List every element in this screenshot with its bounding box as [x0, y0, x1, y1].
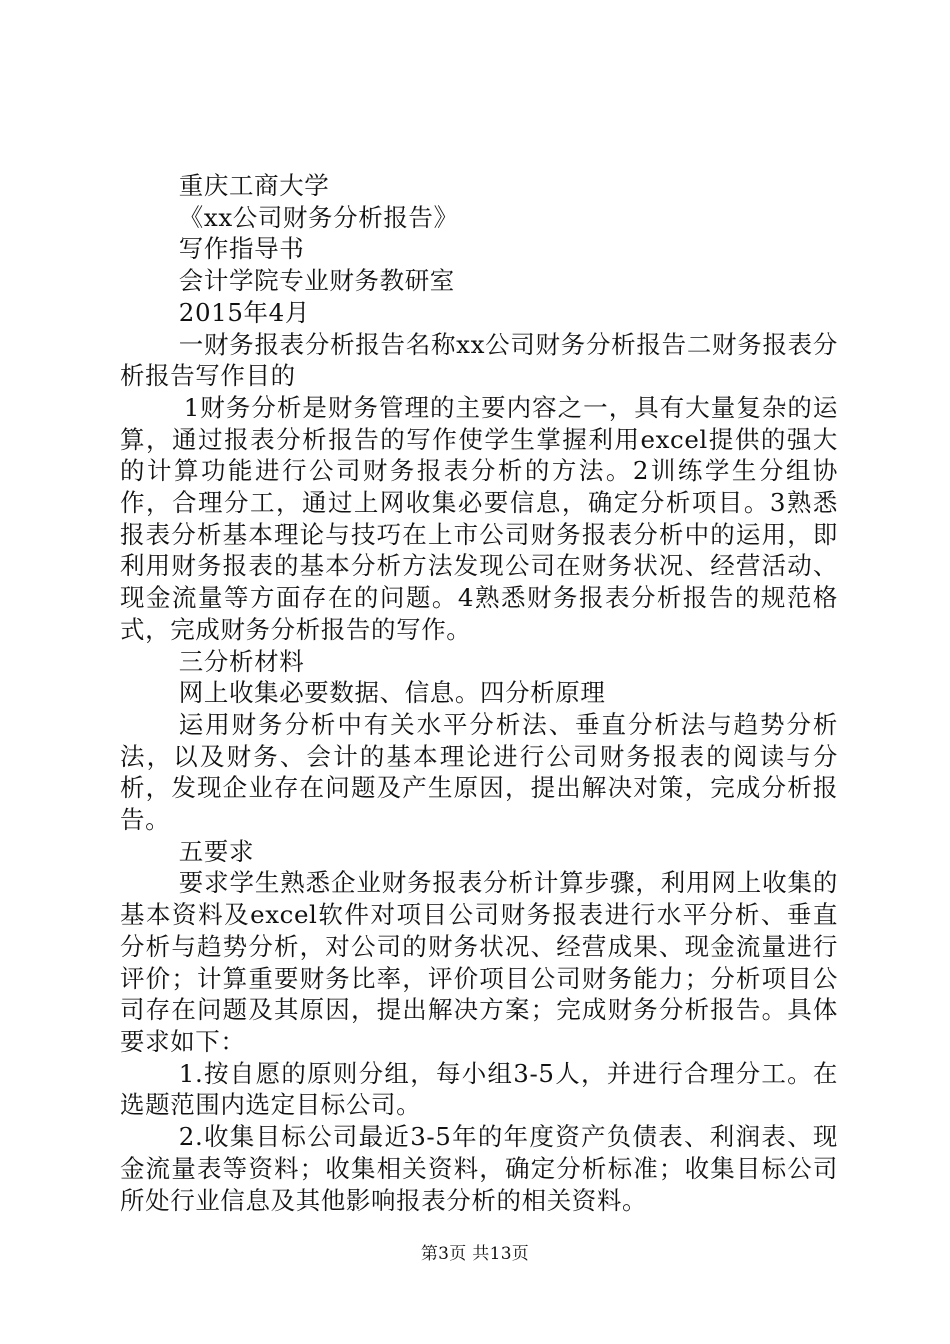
document-body — [120, 170, 838, 1216]
paragraph-report-title: 《xx公司财务分析报告》 — [178, 202, 459, 232]
paragraph-section-one-two: 一财务报表分析报告名称xx公司财务分析报告二财务报表分析报告写作目的 — [120, 329, 838, 391]
paragraph-date: 2015年4月 — [178, 297, 310, 327]
page-footer: 第3页 共13页 — [420, 1244, 530, 1264]
paragraph-purpose: 1财务分析是财务管理的主要内容之一，具有大量复杂的运算，通过报表分析报告的写作使学生掌握利用excel提供的强大的计算功能进行公司财务报表分析的方法。2训练学生分组协作，合理分工，通过上网收集必要信息，确定分析项目。3熟悉报表分析基本理论与技巧在上市公司财务报表分析中的运用，即利用财务报表的基本分析方法发现公司在财务状况、经营活动、现金流量等方面存在的问题。4熟悉财务报表分析报告的规范格式，完成财务分析报告的写作。 — [120, 392, 838, 644]
paragraph-guide-title: 写作指导书 — [178, 234, 305, 264]
paragraph-university: 重庆工商大学 — [178, 171, 330, 200]
paragraph-principles: 运用财务分析中有关水平分析法、垂直分析法与趋势分析法，以及财务、会计的基本理论进行公司财务报表的阅读与分析，发现企业存在问题及产生原因，提出解决对策，完成分析报告。 — [120, 709, 838, 835]
paragraph-department: 会计学院专业财务教研室 — [178, 266, 455, 296]
paragraph-requirement-2: 2.收集目标公司最近3-5年的年度资产负债表、利润表、现金流量表等资料；收集相关资料，确定分析标准；收集目标公司所处行业信息及其他影响报表分析的相关资料。 — [120, 1122, 838, 1215]
paragraph-materials: 网上收集必要数据、信息。四分析原理 — [178, 678, 606, 708]
paragraph-section-three: 三分析材料 — [178, 646, 305, 676]
paragraph-requirement-1: 1.按自愿的原则分组，每小组3-5人，并进行合理分工。在选题范围内选定目标公司。 — [120, 1058, 838, 1120]
paragraph-requirements: 要求学生熟悉企业财务报表分析计算步骤，利用网上收集的基本资料及excel软件对项目公司财务报表进行水平分析、垂直分析与趋势分析，对公司的财务状况、经营成果、现金流量进行评价；计算重要财务比率，评价项目公司财务能力；分析项目公司存在问题及其原因，提出解决方案；完成财务分析报告。具体要求如下： — [120, 868, 838, 1056]
paragraph-section-five: 五要求 — [178, 836, 255, 866]
